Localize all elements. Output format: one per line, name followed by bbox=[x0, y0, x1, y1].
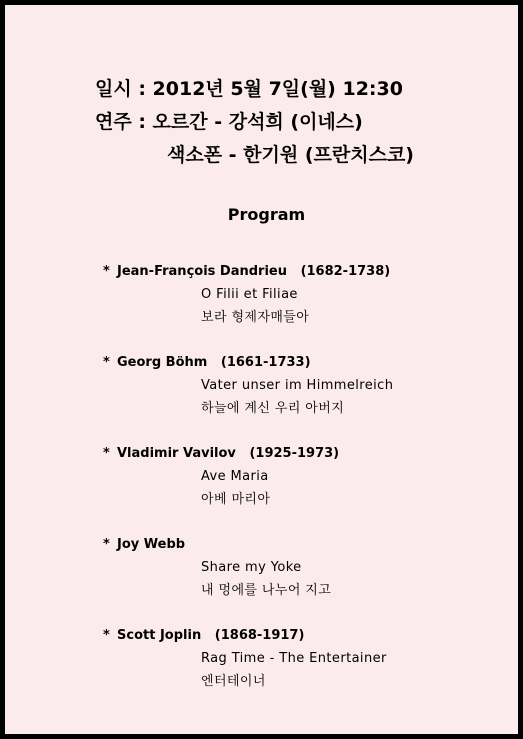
composer-line bbox=[103, 261, 503, 283]
program-item bbox=[103, 352, 503, 443]
program-item bbox=[103, 261, 503, 352]
program-list bbox=[103, 261, 503, 716]
work-title-korean: 보라 형제자매들아 bbox=[201, 310, 310, 325]
work-title-korean: 아베 마리아 bbox=[201, 492, 271, 507]
composer-years: (1682-1738) bbox=[300, 264, 391, 279]
program-item bbox=[103, 625, 503, 716]
composer-name: Jean-François Dandrieu bbox=[117, 264, 287, 279]
program-title: Program bbox=[227, 205, 306, 224]
composer-line bbox=[103, 625, 503, 647]
work-title-korean: 엔터테이너 bbox=[201, 674, 266, 689]
work-title: O Filii et Filiae bbox=[201, 287, 298, 302]
program-item bbox=[103, 443, 503, 534]
work-title: Share my Yoke bbox=[201, 560, 302, 575]
composer-name: Georg Böhm bbox=[117, 355, 208, 370]
composer-line bbox=[103, 534, 503, 556]
bullet-icon: * bbox=[103, 537, 110, 552]
composer-years: (1868-1917) bbox=[214, 628, 305, 643]
composer-years: (1661-1733) bbox=[220, 355, 311, 370]
composer-name: Scott Joplin bbox=[117, 628, 202, 643]
datetime-line: 일시 : 2012년 5월 7일(월) 12:30 bbox=[95, 78, 403, 100]
bullet-icon: * bbox=[103, 446, 110, 461]
composer-years: (1925-1973) bbox=[249, 446, 340, 461]
saxophonist-line: 색소폰 - 한기원 (프란치스코) bbox=[167, 144, 414, 166]
composer-line bbox=[103, 443, 503, 465]
work-title: Vater unser im Himmelreich bbox=[201, 378, 394, 393]
concert-info bbox=[95, 73, 414, 172]
bullet-icon: * bbox=[103, 264, 110, 279]
work-title-korean: 하늘에 계신 우리 아버지 bbox=[201, 401, 345, 416]
composer-name: Joy Webb bbox=[117, 537, 186, 552]
work-title-korean: 내 멍에를 나누어 지고 bbox=[201, 583, 332, 598]
composer-name: Vladimir Vavilov bbox=[117, 446, 236, 461]
program-item bbox=[103, 534, 503, 625]
bullet-icon: * bbox=[103, 628, 110, 643]
organist-line: 연주 : 오르간 - 강석희 (이네스) bbox=[95, 111, 363, 133]
composer-line bbox=[103, 352, 503, 374]
work-title: Rag Time - The Entertainer bbox=[201, 651, 387, 666]
work-title: Ave Maria bbox=[201, 469, 269, 484]
bullet-icon: * bbox=[103, 355, 110, 370]
